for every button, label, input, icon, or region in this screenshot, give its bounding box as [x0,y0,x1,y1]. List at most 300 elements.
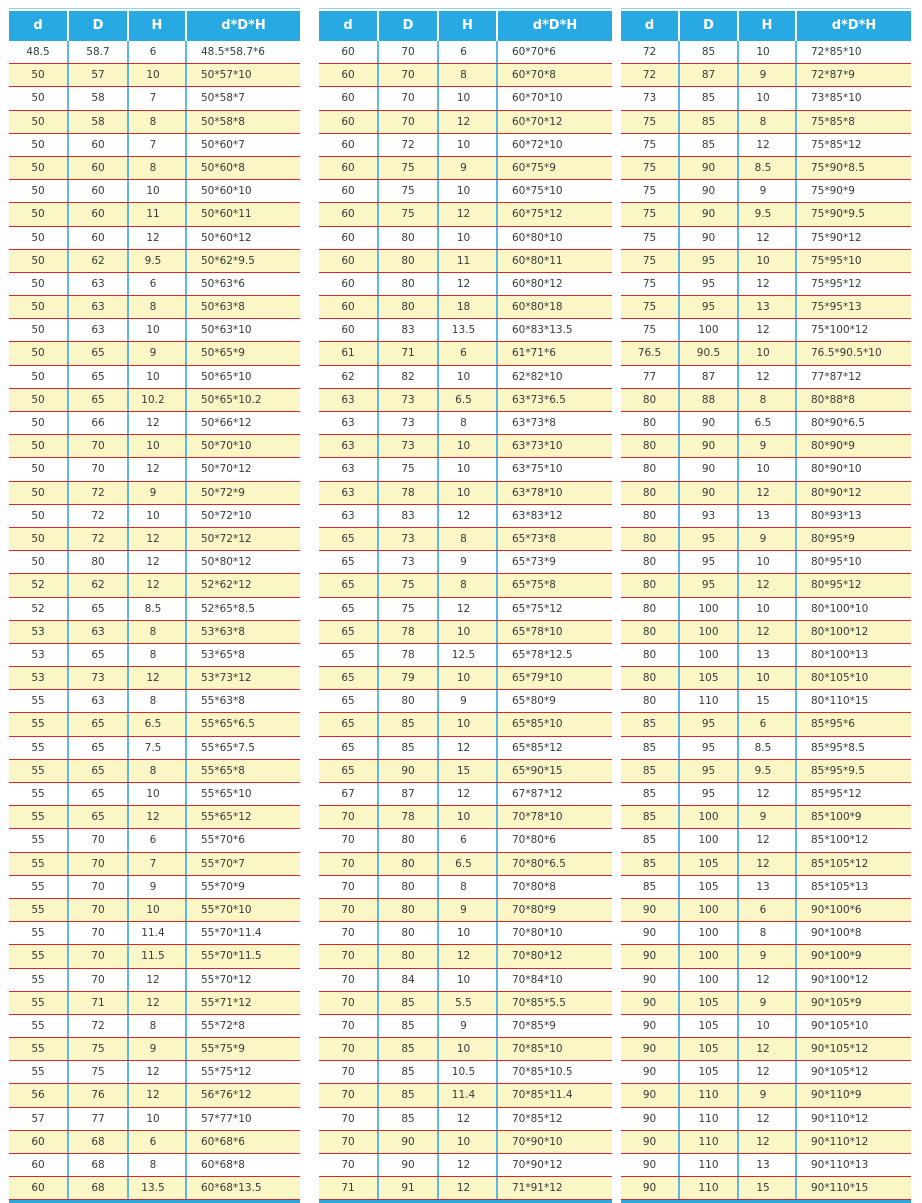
table-row [9,1154,300,1177]
cell-inner-diameter: 55 [9,1038,69,1060]
table-row [319,296,612,319]
cell-inner-diameter: 55 [9,853,69,875]
table-row [621,899,911,922]
cell-size-code: 76.5*90.5*10 [811,347,882,360]
cell-size-code: 55*65*7.5 [201,741,255,754]
cell-height: 10 [439,482,498,504]
cell-outer-diameter: 75 [379,458,439,480]
cell-height: 10 [439,1131,498,1153]
cell-size-code: 60*75*9 [512,161,556,174]
cell-height: 9 [439,551,498,573]
column-header-H: H [439,11,498,41]
table-row [621,134,911,157]
cell-outer-diameter: 63 [69,621,129,643]
cell-outer-diameter: 80 [379,899,439,921]
table-row [9,111,300,134]
cell-height: 9 [739,64,797,86]
cell-inner-diameter: 75 [621,273,680,295]
cell-height: 6 [439,342,498,364]
cell-height: 15 [439,760,498,782]
cell-size-code: 50*60*10 [201,185,252,198]
cell-inner-diameter: 55 [9,899,69,921]
cell-size-code: 50*65*10.2 [201,393,262,406]
table-row [621,64,911,87]
cell-height: 10 [439,667,498,689]
cell-inner-diameter: 55 [9,945,69,967]
cell-size-code: 57*77*10 [201,1112,252,1125]
cell-height: 9 [129,482,187,504]
cell-inner-diameter: 80 [621,482,680,504]
cell-size-code: 70*85*9 [512,1019,556,1032]
cell-size-code: 72*85*10 [811,46,862,58]
table-top-rule [319,8,612,9]
table-row [9,342,300,365]
cell-size-code: 55*63*8 [201,695,245,708]
cell-outer-diameter: 75 [69,1061,129,1083]
cell-inner-diameter: 60 [319,250,379,272]
cell-outer-diameter: 85 [379,992,439,1014]
table-row [621,435,911,458]
cell-inner-diameter: 70 [319,992,379,1014]
cell-size-code: 80*100*12 [811,625,869,638]
cell-outer-diameter: 73 [69,667,129,689]
table-row [621,551,911,574]
table-row [9,1061,300,1084]
cell-size-code: 70*80*8 [512,880,556,893]
cell-height: 12 [439,505,498,527]
cell-size-code: 75*95*12 [811,277,862,290]
cell-height: 9 [129,342,187,364]
cell-inner-diameter: 80 [621,644,680,666]
cell-size-code: 80*110*15 [811,695,869,708]
cell-size-code: 60*75*10 [512,185,563,198]
cell-outer-diameter: 70 [379,41,439,63]
cell-outer-diameter: 95 [680,528,739,550]
cell-height: 10 [129,1108,187,1130]
table-row [621,250,911,273]
cell-outer-diameter: 65 [69,737,129,759]
cell-inner-diameter: 85 [621,876,680,898]
table-row [621,1015,911,1038]
cell-inner-diameter: 65 [319,667,379,689]
cell-outer-diameter: 85 [680,111,739,133]
cell-outer-diameter: 90 [379,1154,439,1176]
cell-height: 9 [739,1084,797,1106]
table-row [621,1038,911,1061]
cell-inner-diameter: 55 [9,760,69,782]
cell-outer-diameter: 73 [379,389,439,411]
cell-inner-diameter: 70 [319,876,379,898]
cell-inner-diameter: 70 [319,806,379,828]
table-row [621,180,911,203]
cell-height: 12 [129,458,187,480]
cell-outer-diameter: 68 [69,1177,129,1199]
cell-inner-diameter: 55 [9,969,69,991]
cell-outer-diameter: 95 [680,296,739,318]
cell-size-code: 50*65*10 [201,370,252,383]
cell-inner-diameter: 80 [621,598,680,620]
cell-outer-diameter: 100 [680,969,739,991]
table-row [621,829,911,852]
cell-size-code: 50*58*7 [201,92,245,105]
cell-inner-diameter: 50 [9,435,69,457]
cell-inner-diameter: 60 [319,134,379,156]
table-row [621,806,911,829]
cell-inner-diameter: 50 [9,342,69,364]
cell-size-code: 56*76*12 [201,1089,252,1102]
cell-inner-diameter: 70 [319,1061,379,1083]
table-row [9,1131,300,1154]
column-header-d: d [621,11,680,41]
cell-size-code: 60*70*12 [512,115,563,128]
cell-inner-diameter: 50 [9,551,69,573]
cell-height: 6 [439,829,498,851]
cell-inner-diameter: 70 [319,853,379,875]
cell-height: 7.5 [129,737,187,759]
cell-inner-diameter: 75 [621,134,680,156]
cell-size-code: 60*68*8 [201,1159,245,1171]
table-row [9,389,300,412]
cell-height: 12 [739,1038,797,1060]
cell-size-code: 72*87*9 [811,69,855,82]
cell-outer-diameter: 70 [69,435,129,457]
cell-inner-diameter: 65 [319,598,379,620]
table-row [621,737,911,760]
cell-size-code: 50*60*11 [201,208,252,221]
cell-outer-diameter: 60 [69,157,129,179]
cell-inner-diameter: 80 [621,505,680,527]
cell-inner-diameter: 60 [319,319,379,341]
cell-outer-diameter: 85 [680,134,739,156]
cell-height: 9 [439,690,498,712]
cell-inner-diameter: 70 [319,829,379,851]
table-row [9,273,300,296]
table-row [9,134,300,157]
cell-height: 10 [439,458,498,480]
table-row [9,945,300,968]
cell-outer-diameter: 68 [69,1154,129,1176]
cell-height: 12 [129,227,187,249]
table-row [621,690,911,713]
cell-size-code: 52*62*12 [201,579,252,592]
table-row [621,1154,911,1177]
cell-height: 10.5 [439,1061,498,1083]
table-row [9,829,300,852]
cell-size-code: 90*100*12 [811,973,869,986]
cell-height: 12 [129,528,187,550]
table-row [319,273,612,296]
cell-size-code: 80*90*12 [811,486,862,499]
cell-size-code: 50*80*12 [201,556,252,569]
table-row [9,64,300,87]
table-row [9,1177,300,1200]
cell-inner-diameter: 50 [9,250,69,272]
table-row [319,111,612,134]
cell-inner-diameter: 80 [621,621,680,643]
cell-height: 6 [439,41,498,63]
cell-size-code: 90*100*8 [811,927,862,940]
cell-outer-diameter: 70 [69,876,129,898]
table-row [319,621,612,644]
cell-height: 8 [129,1154,187,1176]
cell-outer-diameter: 105 [680,1061,739,1083]
cell-height: 11.4 [439,1084,498,1106]
cell-height: 10 [739,598,797,620]
cell-outer-diameter: 66 [69,412,129,434]
cell-height: 10 [439,227,498,249]
table-row [319,505,612,528]
cell-outer-diameter: 65 [69,713,129,735]
cell-height: 10 [439,180,498,202]
cell-inner-diameter: 70 [319,945,379,967]
cell-outer-diameter: 65 [69,598,129,620]
cell-height: 13 [739,1154,797,1176]
table-row [319,342,612,365]
table-row [319,435,612,458]
cell-outer-diameter: 95 [680,551,739,573]
cell-size-code: 80*90*10 [811,463,862,476]
cell-outer-diameter: 77 [69,1108,129,1130]
cell-height: 12 [129,969,187,991]
cell-outer-diameter: 90 [680,458,739,480]
cell-outer-diameter: 70 [379,87,439,109]
cell-outer-diameter: 95 [680,783,739,805]
cell-height: 8 [739,389,797,411]
table-row [621,760,911,783]
cell-outer-diameter: 75 [379,203,439,225]
cell-inner-diameter: 80 [621,435,680,457]
cell-size-code: 63*73*10 [512,440,563,453]
cell-outer-diameter: 105 [680,1038,739,1060]
cell-outer-diameter: 105 [680,876,739,898]
cell-height: 10 [439,134,498,156]
cell-outer-diameter: 70 [379,64,439,86]
cell-size-code: 90*110*12 [811,1112,869,1125]
cell-size-code: 65*78*12.5 [512,648,573,661]
cell-size-code: 70*85*5.5 [512,996,566,1009]
cell-inner-diameter: 75 [621,180,680,202]
table-row [319,598,612,621]
table-row [9,250,300,273]
cell-size-code: 55*70*6 [201,834,245,847]
cell-size-code: 65*79*10 [512,672,563,685]
cell-height: 7 [129,134,187,156]
cell-inner-diameter: 75 [621,296,680,318]
cell-height: 10.2 [129,389,187,411]
table-row [621,574,911,597]
cell-size-code: 65*78*10 [512,625,563,638]
table-row [9,551,300,574]
cell-height: 12 [739,273,797,295]
table-row [319,157,612,180]
cell-height: 8 [739,922,797,944]
cell-outer-diameter: 90 [680,180,739,202]
cell-height: 12 [439,203,498,225]
cell-height: 12 [739,1108,797,1130]
cell-inner-diameter: 50 [9,134,69,156]
cell-size-code: 50*60*12 [201,231,252,244]
cell-height: 6.5 [129,713,187,735]
cell-inner-diameter: 75 [621,319,680,341]
table-row [319,366,612,389]
cell-outer-diameter: 90 [680,227,739,249]
cell-height: 10 [129,783,187,805]
cell-size-code: 60*80*18 [512,301,563,314]
cell-outer-diameter: 100 [680,945,739,967]
cell-height: 9 [129,876,187,898]
cell-outer-diameter: 70 [379,111,439,133]
cell-height: 12 [439,1154,498,1176]
cell-inner-diameter: 55 [9,713,69,735]
column-header-dDH: d*D*H [831,18,877,33]
cell-height: 13 [739,505,797,527]
cell-size-code: 55*70*10 [201,903,252,916]
cell-size-code: 80*95*12 [811,579,862,592]
cell-inner-diameter: 60 [9,1177,69,1199]
cell-size-code: 65*90*15 [512,764,563,777]
cell-inner-diameter: 72 [621,41,680,63]
cell-height: 18 [439,296,498,318]
table-row [621,1084,911,1107]
cell-inner-diameter: 70 [319,1108,379,1130]
cell-outer-diameter: 80 [379,227,439,249]
cell-size-code: 65*80*9 [512,695,556,708]
cell-inner-diameter: 71 [319,1177,379,1199]
cell-height: 8 [129,760,187,782]
table-row [9,806,300,829]
cell-height: 12 [739,829,797,851]
cell-outer-diameter: 70 [69,829,129,851]
cell-size-code: 80*95*9 [811,532,855,545]
cell-inner-diameter: 60 [9,1131,69,1153]
cell-height: 10 [439,87,498,109]
table-row [9,505,300,528]
cell-size-code: 65*73*8 [512,532,556,545]
cell-size-code: 80*93*13 [811,509,862,522]
cell-size-code: 65*85*12 [512,741,563,754]
cell-height: 6.5 [739,412,797,434]
cell-height: 10 [129,180,187,202]
cell-size-code: 70*85*10 [512,1043,563,1056]
cell-size-code: 85*105*13 [811,880,869,893]
cell-inner-diameter: 90 [621,1131,680,1153]
table-row [621,945,911,968]
cell-outer-diameter: 105 [680,992,739,1014]
cell-outer-diameter: 85 [379,1038,439,1060]
cell-inner-diameter: 52 [9,574,69,596]
table-row [319,1015,612,1038]
cell-size-code: 75*90*8.5 [811,161,865,174]
table-row [319,528,612,551]
cell-inner-diameter: 60 [319,157,379,179]
table-row [9,203,300,226]
cell-outer-diameter: 110 [680,1131,739,1153]
table-row [621,273,911,296]
cell-height: 12 [129,992,187,1014]
cell-size-code: 70*90*10 [512,1135,563,1148]
cell-outer-diameter: 110 [680,1154,739,1176]
cell-size-code: 50*72*10 [201,509,252,522]
cell-outer-diameter: 110 [680,1084,739,1106]
cell-outer-diameter: 60 [69,227,129,249]
table-row [9,713,300,736]
cell-size-code: 50*70*12 [201,463,252,476]
cell-outer-diameter: 110 [680,1108,739,1130]
cell-inner-diameter: 90 [621,1038,680,1060]
cell-inner-diameter: 50 [9,505,69,527]
table-row [9,180,300,203]
table-row [319,1131,612,1154]
table-row [621,87,911,110]
cell-size-code: 70*78*10 [512,811,563,824]
table-row [319,760,612,783]
table-row [319,992,612,1015]
cell-outer-diameter: 73 [379,412,439,434]
table-row [319,783,612,806]
cell-outer-diameter: 85 [680,41,739,63]
cell-outer-diameter: 68 [69,1131,129,1153]
cell-size-code: 80*88*8 [811,393,855,406]
cell-inner-diameter: 60 [319,64,379,86]
cell-height: 15 [739,690,797,712]
table-row [621,227,911,250]
cell-height: 12 [439,945,498,967]
cell-size-code: 50*70*10 [201,440,252,453]
cell-outer-diameter: 80 [379,853,439,875]
cell-height: 8 [439,876,498,898]
cell-size-code: 60*80*10 [512,231,563,244]
cell-height: 6 [129,829,187,851]
cell-height: 9 [129,1038,187,1060]
cell-size-code: 80*105*10 [811,672,869,685]
table-row [621,366,911,389]
table-row [9,853,300,876]
cell-height: 13.5 [129,1177,187,1199]
cell-size-code: 50*60*7 [201,138,245,151]
cell-size-code: 70*85*11.4 [512,1089,573,1102]
cell-height: 9 [739,435,797,457]
cell-inner-diameter: 80 [621,574,680,596]
cell-inner-diameter: 53 [9,644,69,666]
cell-outer-diameter: 100 [680,621,739,643]
cell-size-code: 63*78*10 [512,486,563,499]
cell-outer-diameter: 80 [69,551,129,573]
table-row [9,899,300,922]
table-row [9,574,300,597]
cell-outer-diameter: 72 [69,505,129,527]
table-row [9,644,300,667]
cell-outer-diameter: 80 [379,945,439,967]
table-row [319,458,612,481]
table-row [621,482,911,505]
cell-height: 13 [739,296,797,318]
cell-outer-diameter: 90 [680,157,739,179]
table-row [621,992,911,1015]
cell-inner-diameter: 90 [621,1154,680,1176]
cell-inner-diameter: 90 [621,1108,680,1130]
cell-outer-diameter: 85 [379,1061,439,1083]
cell-outer-diameter: 80 [379,296,439,318]
cell-outer-diameter: 80 [379,273,439,295]
cell-outer-diameter: 70 [69,969,129,991]
cell-size-code: 52*65*8.5 [201,602,255,615]
cell-inner-diameter: 50 [9,319,69,341]
cell-height: 8 [439,528,498,550]
cell-inner-diameter: 67 [319,783,379,805]
table-row [319,1108,612,1131]
cell-size-code: 85*100*9 [811,811,862,824]
table-row [9,1038,300,1061]
